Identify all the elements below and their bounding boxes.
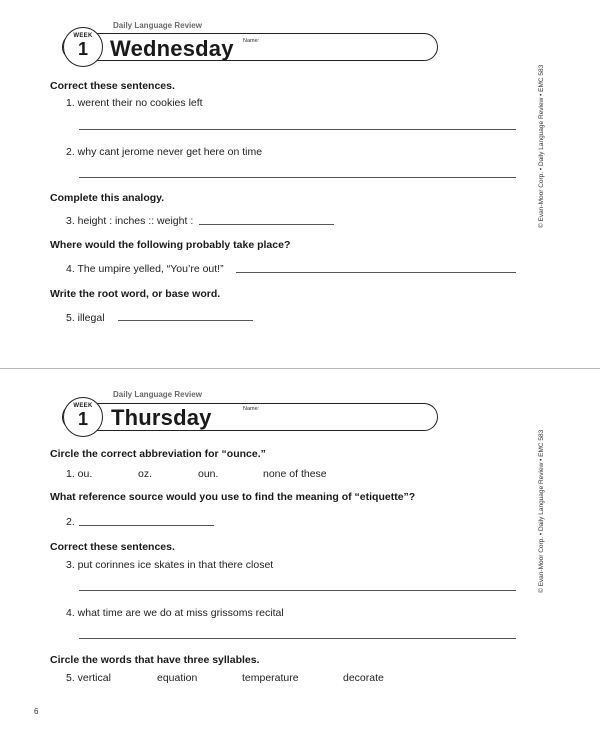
week-label: WEEK: [73, 403, 93, 409]
instruction-root-word: Write the root word, or base word.: [50, 288, 221, 300]
name-label: Name:: [243, 38, 260, 44]
instruction-place: Where would the following probably take place?: [50, 239, 291, 251]
answer-line-2[interactable]: [79, 177, 516, 178]
answer-line-3[interactable]: [79, 590, 516, 591]
word-temperature[interactable]: temperature: [242, 672, 299, 684]
choice-none[interactable]: none of these: [263, 468, 327, 480]
word-decorate[interactable]: decorate: [343, 672, 384, 684]
instruction-analogy: Complete this analogy.: [50, 192, 165, 204]
choice-oz[interactable]: oz.: [138, 468, 153, 480]
answer-line-4[interactable]: [236, 272, 516, 273]
week-number: 1: [77, 39, 88, 59]
question-1: 1. ou.: [66, 468, 93, 480]
question-5: 5. vertical: [66, 672, 111, 684]
name-field[interactable]: [262, 414, 427, 415]
daily-language-review-label: Daily Language Review: [113, 390, 202, 399]
week-badge: [63, 27, 103, 67]
answer-line-3[interactable]: [199, 224, 334, 225]
choice-oun[interactable]: oun.: [198, 468, 219, 480]
name-label: Name:: [243, 406, 260, 412]
question-1: 1. werent their no cookies left: [66, 97, 203, 109]
instruction-correct-sentences: Correct these sentences.: [50, 541, 175, 553]
instruction-abbreviation: Circle the correct abbreviation for “ounce.”: [50, 448, 266, 460]
instruction-syllables: Circle the words that have three syllables.: [50, 654, 260, 666]
instruction-reference: What reference source would you use to find the meaning of “etiquette”?: [50, 491, 416, 503]
page-number: 6: [34, 707, 39, 716]
side-caption: © Evan-Moor Corp. • Daily Language Review • EMC 583: [538, 64, 545, 228]
answer-line-4[interactable]: [79, 638, 516, 639]
instruction-correct-sentences: Correct these sentences.: [50, 80, 175, 92]
answer-line-2[interactable]: [79, 525, 214, 526]
question-4: 4. The umpire yelled, “You’re out!”: [66, 263, 224, 275]
answer-line-5[interactable]: [118, 320, 253, 321]
answer-line-1[interactable]: [79, 129, 516, 130]
word-equation[interactable]: equation: [157, 672, 198, 684]
side-caption: © Evan-Moor Corp. • Daily Language Review • EMC 583: [538, 429, 545, 593]
question-2: 2. why cant jerome never get here on time: [66, 146, 263, 158]
day-title: Thursday: [111, 405, 212, 430]
question-3: 3. put corinnes ice skates in that there closet: [66, 559, 274, 571]
week-number: 1: [77, 409, 88, 429]
week-badge: [63, 397, 103, 437]
day-title: Wednesday: [110, 36, 234, 61]
question-3: 3. height : inches :: weight :: [66, 215, 194, 227]
thursday-section: [0, 368, 600, 733]
question-2: 2.: [66, 516, 75, 528]
daily-language-review-label: Daily Language Review: [113, 21, 202, 30]
question-5: 5. illegal: [66, 312, 105, 324]
question-4: 4. what time are we do at miss grissoms recital: [66, 607, 284, 619]
week-label: WEEK: [73, 33, 93, 39]
name-field[interactable]: [262, 44, 427, 45]
